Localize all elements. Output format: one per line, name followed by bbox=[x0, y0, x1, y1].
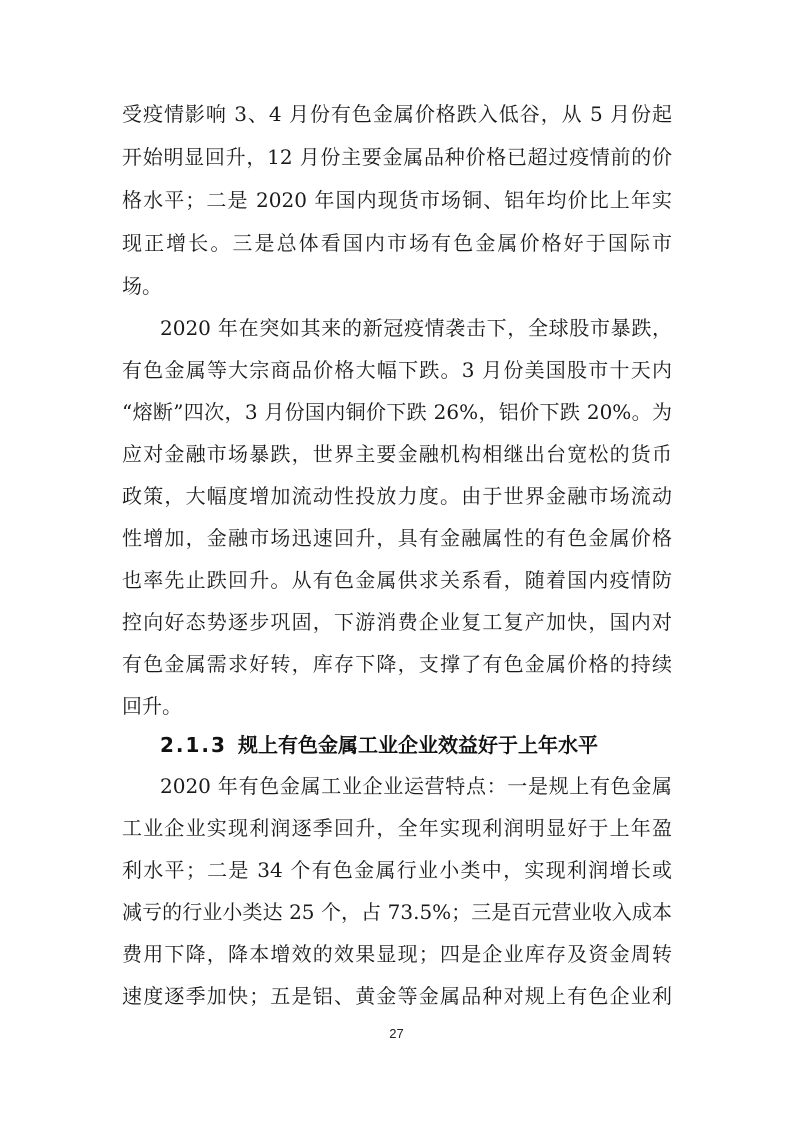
paragraph-line: 有色金属需求好转，库存下降，支撑了有色金属价格的持续 bbox=[122, 652, 672, 676]
paragraph-line: 2020 年有色金属工业企业运营特点：一是规上有色金属 bbox=[160, 774, 672, 798]
section-title: 规上有色金属工业企业效益好于上年水平 bbox=[238, 733, 598, 757]
paragraph-line: 也率先止跌回升。从有色金属供求关系看，随着国内疫情防 bbox=[122, 568, 672, 592]
paragraph-line: 性增加，金融市场迅速回升，具有金融属性的有色金属价格 bbox=[122, 526, 672, 550]
paragraph-line: 控向好态势逐步巩固，下游消费企业复工复产加快，国内对 bbox=[122, 610, 672, 634]
paragraph-line: 格水平；二是 2020 年国内现货市场铜、铝年均价比上年实 bbox=[122, 188, 672, 212]
paragraph-line: 场。 bbox=[122, 274, 162, 298]
paragraph-line: 现正增长。三是总体看国内市场有色金属价格好于国际市 bbox=[122, 231, 672, 255]
section-heading bbox=[160, 725, 672, 765]
paragraph-line: 应对金融市场暴跌，世界主要金融机构相继出台宽松的货币 bbox=[122, 442, 672, 466]
paragraph-line: 减亏的行业小类达 25 个，占 73.5%；三是百元营业收入成本 bbox=[122, 900, 672, 924]
paragraph-line: 2020 年在突如其来的新冠疫情袭击下，全球股市暴跌， bbox=[160, 316, 672, 340]
paragraph-line: “熔断”四次，3 月份国内铜价下跌 26%，铝价下跌 20%。为 bbox=[122, 400, 672, 424]
paragraph-line: 费用下降，降本增效的效果显现；四是企业库存及资金周转 bbox=[122, 942, 672, 966]
paragraph-line: 政策，大幅度增加流动性投放力度。由于世界金融市场流动 bbox=[122, 484, 672, 508]
page-number: 27 bbox=[389, 1026, 404, 1041]
paragraph-line: 利水平；二是 34 个有色金属行业小类中，实现利润增长或 bbox=[122, 858, 672, 882]
paragraph-line: 速度逐季加快；五是铝、黄金等金属品种对规上有色企业利 bbox=[122, 984, 672, 1008]
paragraph-line: 受疫情影响 3、4 月份有色金属价格跌入低谷，从 5 月份起 bbox=[122, 102, 672, 126]
paragraph-line: 有色金属等大宗商品价格大幅下跌。3 月份美国股市十天内 bbox=[122, 358, 672, 382]
paragraph-line: 开始明显回升，12 月份主要金属品种价格已超过疫情前的价 bbox=[122, 145, 672, 169]
paragraph-line: 回升。 bbox=[122, 694, 182, 718]
paragraph-line: 工业企业实现利润逐季回升，全年实现利润明显好于上年盈 bbox=[122, 816, 672, 840]
section-number: 2.1.3 bbox=[160, 733, 227, 757]
